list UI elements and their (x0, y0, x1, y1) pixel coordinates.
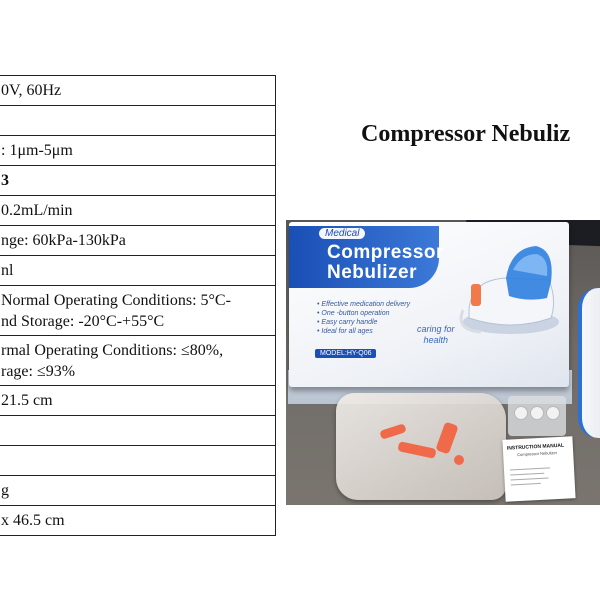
spec-row (0, 136, 276, 166)
spec-row (0, 196, 276, 226)
box-slogan-line2: health (423, 335, 449, 345)
box-badge: Medical (319, 228, 365, 239)
spec-row (0, 106, 276, 136)
spec-row (0, 256, 276, 286)
mask-connector (397, 441, 436, 459)
spec-cell-text: 0.2mL/min (1, 202, 73, 219)
filter-disc (514, 406, 528, 420)
spec-cell (0, 286, 276, 336)
spec-cell (0, 196, 276, 226)
nebulizer-cup (435, 422, 458, 455)
spec-cell-text: nd Storage: -20°C-+55°C (1, 312, 165, 330)
spec-cell-text: rage: ≤93% (1, 362, 76, 380)
manual-line (511, 478, 549, 481)
box-feature: • Ideal for all ages (317, 328, 373, 335)
filter-pack (508, 396, 566, 436)
spec-row (0, 286, 276, 336)
spec-cell-text: : 1μm-5μm (1, 142, 73, 159)
manual-line (511, 483, 541, 486)
spec-cell-text: g (1, 482, 9, 499)
box-slogan (417, 324, 455, 346)
spec-cell-text: nl (1, 262, 14, 279)
spec-table (0, 75, 276, 536)
spec-cell-text: 3 (1, 172, 9, 189)
product-photo (286, 220, 600, 505)
accessory-bag (336, 393, 506, 500)
cap-part (454, 455, 464, 465)
spec-row (0, 226, 276, 256)
filter-disc (546, 406, 560, 420)
box-title-line2: Nebulizer (327, 262, 418, 283)
spec-cell (0, 416, 276, 446)
spec-cell (0, 446, 276, 476)
spec-row (0, 76, 276, 106)
spec-cell (0, 386, 276, 416)
spec-row (0, 166, 276, 196)
spec-row (0, 446, 276, 476)
box-model-label: MODEL:HY-Q06 (315, 349, 376, 358)
mouthpiece (379, 423, 407, 440)
spec-row (0, 476, 276, 506)
filter-disc (530, 406, 544, 420)
spec-cell (0, 76, 276, 106)
manual-title: INSTRUCTION MANUAL (506, 442, 565, 452)
spec-cell (0, 336, 276, 386)
spec-cell (0, 106, 276, 136)
spec-cell-text: 21.5 cm (1, 392, 53, 409)
box-title-line1: Compressor (327, 242, 444, 263)
spec-cell (0, 166, 276, 196)
box-features (317, 300, 410, 336)
spec-cell (0, 506, 276, 536)
manual-line (510, 473, 544, 476)
spec-cell-text: nge: 60kPa-130kPa (1, 232, 126, 249)
spec-cell (0, 476, 276, 506)
nebulizer-unit (578, 288, 600, 438)
manual-subtitle: Compressor Nebulizer (517, 450, 558, 458)
box-feature: • Easy carry handle (317, 319, 378, 326)
box-feature: • One -button operation (317, 310, 390, 317)
page-heading: Compressor Nebuliz (361, 121, 571, 147)
spec-row (0, 336, 276, 386)
spec-row (0, 416, 276, 446)
spec-cell (0, 256, 276, 286)
spec-row (0, 386, 276, 416)
spec-cell (0, 136, 276, 166)
spec-cell-text: rmal Operating Conditions: ≤80%, (1, 341, 224, 359)
spec-cell (0, 226, 276, 256)
spec-cell-text: Normal Operating Conditions: 5°C- (1, 291, 231, 309)
box-feature: • Effective medication delivery (317, 301, 411, 308)
manual-line (510, 467, 550, 470)
spec-row (0, 506, 276, 536)
spec-cell-text: 0V, 60Hz (1, 82, 62, 99)
instruction-manual (502, 436, 575, 502)
spec-cell-text: x 46.5 cm (1, 512, 65, 529)
nebulizer-device-illustration (451, 240, 561, 340)
box-slogan-line1: caring for (417, 324, 455, 334)
nebulizer-box (289, 222, 569, 387)
